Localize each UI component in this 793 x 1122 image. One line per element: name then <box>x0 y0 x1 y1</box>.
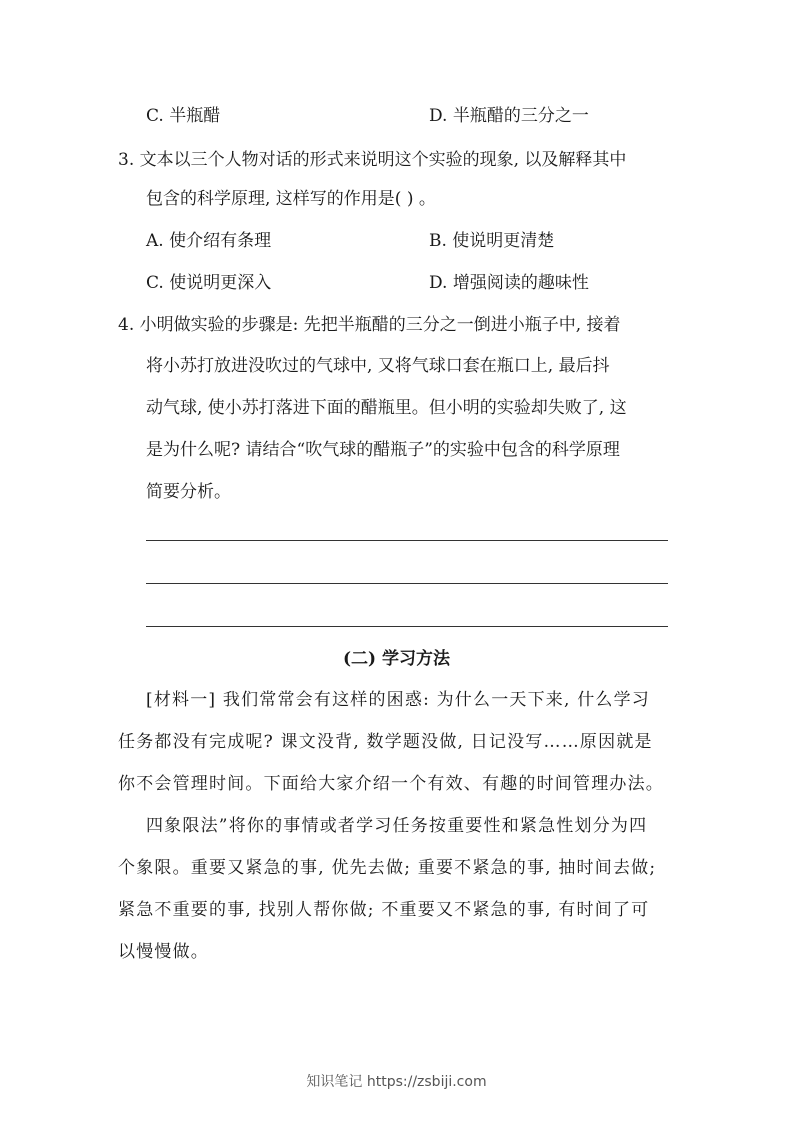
q4-stem-line4: 是为什么呢? 请结合“吹气球的醋瓶子”的实验中包含的科学原理 <box>146 440 620 460</box>
material1-line6: 紧急不重要的事, 找别人帮你做; 不重要又不紧急的事, 有时间了可 <box>118 900 650 920</box>
material1-line1: [材料一] 我们常常会有这样的困惑: 为什么一天下来, 什么学习 <box>146 690 651 710</box>
material1-line4: 四象限法”将你的事情或者学习任务按重要性和紧急性划分为四 <box>146 816 648 836</box>
material1-line5: 个象限。重要又紧急的事, 优先去做; 重要不紧急的事, 抽时间去做; <box>118 858 657 878</box>
footer-watermark: 知识笔记 https://zsbiji.com <box>306 1074 487 1090</box>
q3-option-d: D. 增强阅读的趣味性 <box>429 273 589 293</box>
q2-option-d: D. 半瓶醋的三分之一 <box>429 106 589 126</box>
q3-option-c: C. 使说明更深入 <box>146 273 272 293</box>
q3-option-a: A. 使介绍有条理 <box>146 231 272 251</box>
answer-line-3 <box>146 626 668 627</box>
q3-stem-line2: 包含的科学原理, 这样写的作用是( ) 。 <box>146 189 436 209</box>
q4-stem-line2: 将小苏打放进没吹过的气球中, 又将气球口套在瓶口上, 最后抖 <box>146 356 610 376</box>
material1-line2: 任务都没有完成呢? 课文没背, 数学题没做, 日记没写……原因就是 <box>118 732 653 752</box>
q4-stem-line5: 简要分析。 <box>146 482 231 502</box>
section-title: (二) 学习方法 <box>342 649 450 669</box>
q3-stem-line1: 3. 文本以三个人物对话的形式来说明这个实验的现象, 以及解释其中 <box>118 150 627 170</box>
q2-option-c: C. 半瓶醋 <box>146 106 221 126</box>
material1-line7: 以慢慢做。 <box>118 942 209 962</box>
q4-stem-line1: 4. 小明做实验的步骤是: 先把半瓶醋的三分之一倒进小瓶子中, 接着 <box>118 315 621 335</box>
material1-line3: 你不会管理时间。下面给大家介绍一个有效、有趣的时间管理办法。 <box>118 774 664 794</box>
answer-line-1 <box>146 540 668 541</box>
q3-option-b: B. 使说明更清楚 <box>429 231 555 251</box>
answer-line-2 <box>146 583 668 584</box>
q4-stem-line3: 动气球, 使小苏打落进下面的醋瓶里。但小明的实验却失败了, 这 <box>146 398 627 418</box>
